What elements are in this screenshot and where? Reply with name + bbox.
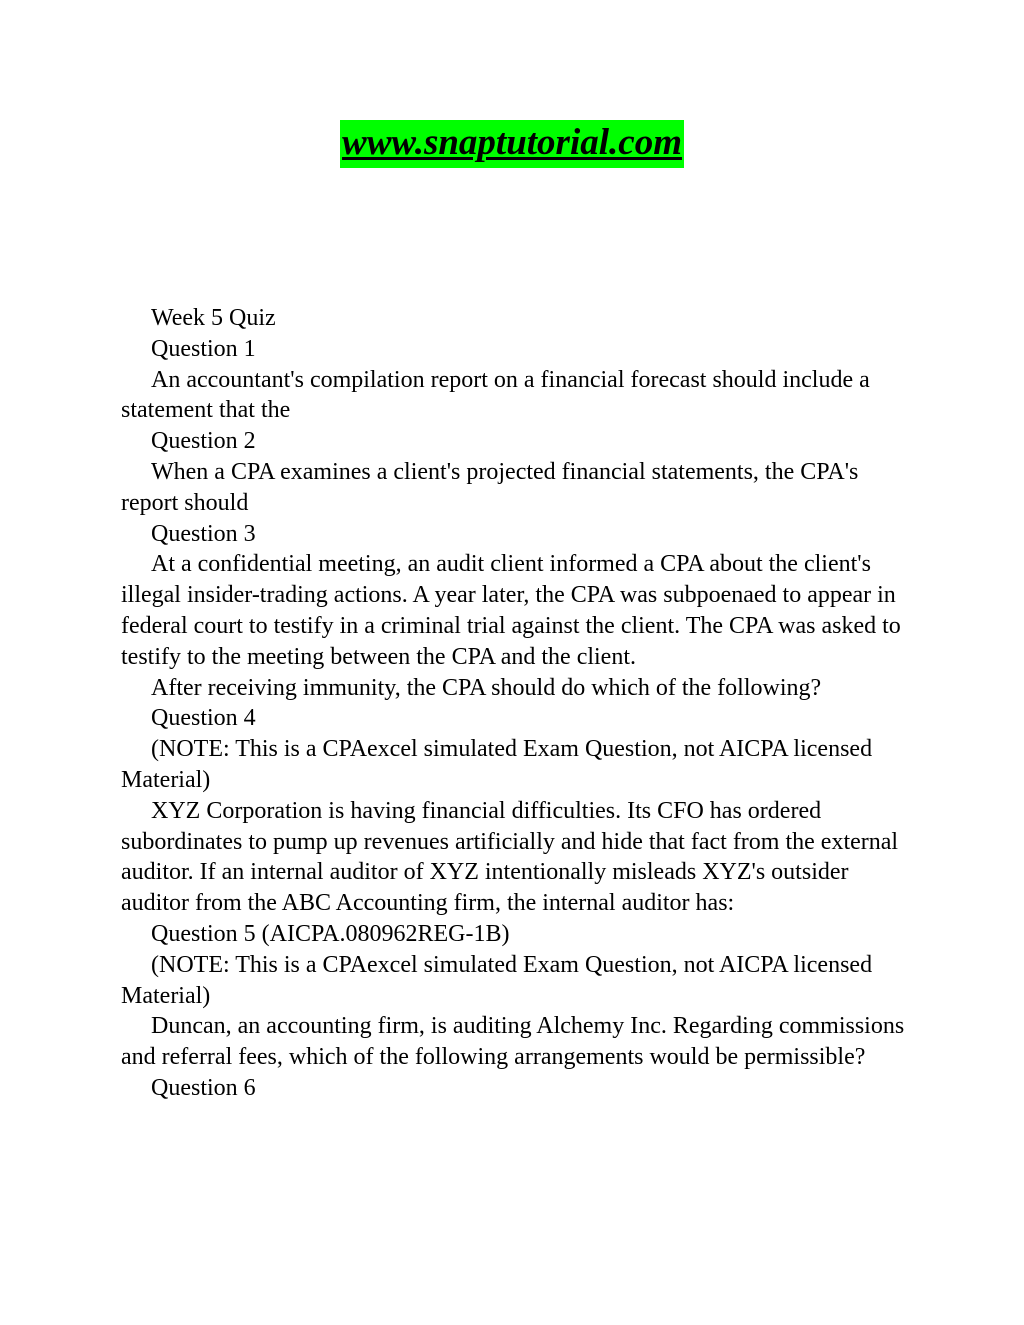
quiz-title: Week 5 Quiz (151, 305, 276, 331)
document-body (121, 303, 911, 1104)
question-text: After receiving immunity, the CPA should do which of the following? (151, 674, 822, 701)
question-text: XYZ Corporation is having financial difficulties. Its CFO has ordered subordinates to pump up revenues artificially and hide that fact from the external auditor. If an internal auditor of XYZ intentionally misleads XYZ's outsider auditor from the ABC Accounting firm, the internal auditor has: (121, 797, 899, 917)
site-url-link[interactable]: www.snaptutorial.com (340, 120, 684, 168)
question-note: (NOTE: This is a CPAexcel simulated Exam Question, not AICPA licensed Material) (121, 951, 873, 1009)
question-heading: Question 5 (AICPA.080962REG-1B) (151, 920, 510, 947)
question-heading: Question 1 (151, 335, 256, 362)
question-note: (NOTE: This is a CPAexcel simulated Exam Question, not AICPA licensed Material) (121, 736, 873, 793)
question-text: At a confidential meeting, an audit client informed a CPA about the client's illegal insider-trading actions. A year later, the CPA was subpoenaed to appear in federal court to testify in a criminal trial against the client. The CPA was asked to testify to the meeting between the CPA and the client. (121, 551, 901, 670)
question-heading: Question 6 (151, 1074, 256, 1101)
header (0, 120, 1024, 168)
question-text: Duncan, an accounting firm, is auditing Alchemy Inc. Regarding commissions and referral fees, which of the following arrangements would be permissible? (121, 1013, 905, 1071)
question-text: An accountant's compilation report on a financial forecast should include a statement that the (121, 366, 870, 424)
question-heading: Question 2 (151, 428, 256, 455)
question-text: When a CPA examines a client's projected financial statements, the CPA's report should (121, 458, 859, 516)
question-heading: Question 4 (151, 705, 256, 732)
question-heading: Question 3 (151, 520, 256, 547)
